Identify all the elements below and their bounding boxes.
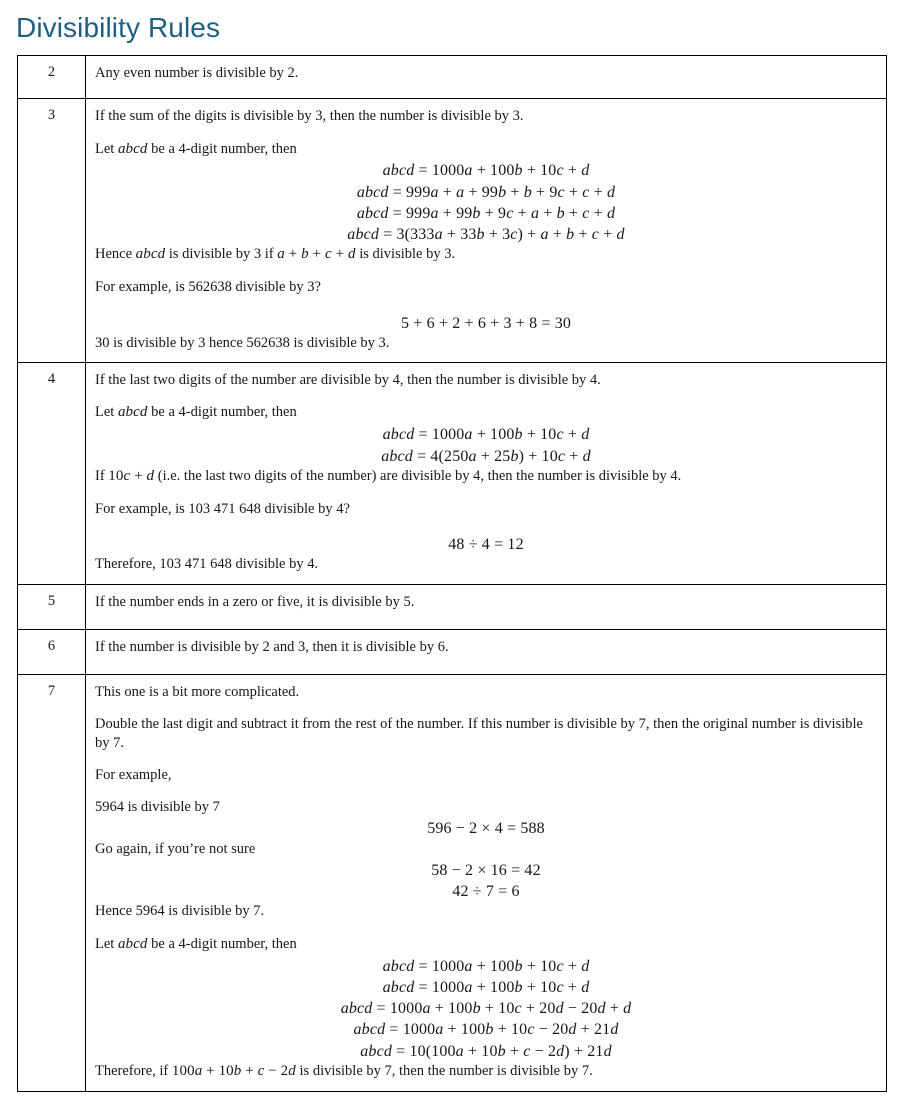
rule-cell (86, 363, 887, 584)
math-line: abcd = 4(250a + 25b) + 10c + d (381, 447, 591, 465)
rule-paragraph: If the number ends in a zero or five, it is divisible by 5. (95, 593, 415, 610)
rule-paragraph: If the last two digits of the number are divisible by 4, then the number is divisible by 4. (95, 372, 601, 389)
rule-cell (86, 56, 887, 99)
rule-paragraph: Therefore, if 100a + 10b + c − 2d is divisible by 7, then the number is divisible by 7. (95, 1062, 593, 1079)
math-line: 58 − 2 × 16 = 42 (431, 861, 541, 879)
rule-paragraph: Hence abcd is divisible by 3 if a + b + c + d is divisible by 3. (95, 246, 456, 263)
paragraph-spacer (95, 701, 877, 715)
rule-paragraph: Let abcd be a 4-digit number, then (95, 404, 297, 421)
rule-paragraph: Any even number is divisible by 2. (95, 65, 299, 81)
paragraph-spacer (95, 752, 877, 766)
math-block (95, 858, 877, 903)
math-line: 596 − 2 × 4 = 588 (427, 820, 545, 838)
paragraph-spacer (95, 389, 877, 403)
math-block (95, 422, 877, 467)
math-line: abcd = 1000a + 100b + 10c − 20d + 21d (353, 1021, 619, 1039)
rule-paragraph: 5964 is divisible by 7 (95, 799, 220, 816)
rule-paragraph: For example, is 562638 divisible by 3? (95, 279, 321, 296)
table-row (18, 99, 887, 363)
divisor-cell: 2 (18, 56, 86, 99)
math-line: abcd = 1000a + 100b + 10c + d (382, 426, 590, 444)
math-line: abcd = 1000a + 100b + 10c + 20d − 20d + d (340, 1000, 632, 1018)
divisor-cell: 5 (18, 584, 86, 629)
table-row (18, 629, 887, 674)
rule-paragraph: Go again, if you’re not sure (95, 840, 256, 857)
paragraph-spacer (95, 784, 877, 798)
table-row (18, 584, 887, 629)
paragraph-spacer (95, 518, 877, 532)
table-row (18, 675, 887, 1092)
paragraph-spacer (95, 486, 877, 500)
table-row (18, 363, 887, 584)
rule-paragraph: For example, (95, 766, 172, 783)
divisor-cell: 4 (18, 363, 86, 584)
math-line: abcd = 999a + 99b + 9c + a + b + c + d (356, 204, 616, 222)
divisor-cell: 6 (18, 629, 86, 674)
rule-paragraph: Let abcd be a 4-digit number, then (95, 140, 297, 157)
rule-cell (86, 675, 887, 1092)
paragraph-spacer (95, 126, 877, 140)
math-line: abcd = 1000a + 100b + 10c + d (382, 957, 590, 975)
math-line: abcd = 999a + a + 99b + b + 9c + c + d (356, 183, 616, 201)
math-line: 42 ÷ 7 = 6 (452, 883, 520, 901)
rule-paragraph: Let abcd be a 4-digit number, then (95, 935, 297, 952)
table-row (18, 56, 887, 99)
page-title: Divisibility Rules (16, 12, 221, 43)
rule-paragraph: This one is a bit more complicated. (95, 684, 300, 701)
math-block (95, 954, 877, 1062)
rule-cell (86, 99, 887, 363)
rule-paragraph: If the sum of the digits is divisible by 3, then the number is divisible by 3. (95, 108, 524, 125)
math-line: 5 + 6 + 2 + 6 + 3 + 8 = 30 (400, 314, 572, 332)
math-block (95, 816, 877, 839)
rule-cell (86, 629, 887, 674)
rule-paragraph: Therefore, 103 471 648 divisible by 4. (95, 556, 319, 573)
rule-paragraph: 30 is divisible by 3 hence 562638 is divisible by 3. (95, 334, 390, 351)
rule-paragraph: Hence 5964 is divisible by 7. (95, 903, 265, 920)
paragraph-spacer (95, 264, 877, 278)
divisor-cell: 7 (18, 675, 86, 1092)
rule-paragraph: Double the last digit and subtract it from the rest of the number. If this number is divisible by 7, then the original number is divisible by 7. (95, 716, 863, 751)
math-line: abcd = 10(100a + 10b + c − 2d) + 21d (360, 1042, 612, 1060)
rules-table-body (18, 56, 887, 1092)
paragraph-spacer (95, 297, 877, 311)
divisibility-rules-table (17, 55, 887, 1092)
math-line: 48 ÷ 4 = 12 (448, 536, 524, 554)
math-block (95, 311, 877, 334)
rule-paragraph: If 10c + d (i.e. the last two digits of the number) are divisible by 4, then the number is divisible by 4. (95, 467, 682, 484)
rule-cell (86, 584, 887, 629)
math-line: abcd = 3(333a + 33b + 3c) + a + b + c + d (347, 226, 625, 244)
paragraph-spacer (95, 921, 877, 935)
divisor-cell: 3 (18, 99, 86, 363)
math-block (95, 158, 877, 245)
rule-paragraph: If the number is divisible by 2 and 3, then it is divisible by 6. (95, 638, 449, 655)
math-line: abcd = 1000a + 100b + 10c + d (382, 162, 590, 180)
math-block (95, 532, 877, 555)
math-line: abcd = 1000a + 100b + 10c + d (382, 978, 590, 996)
rule-paragraph: For example, is 103 471 648 divisible by 4? (95, 500, 350, 517)
